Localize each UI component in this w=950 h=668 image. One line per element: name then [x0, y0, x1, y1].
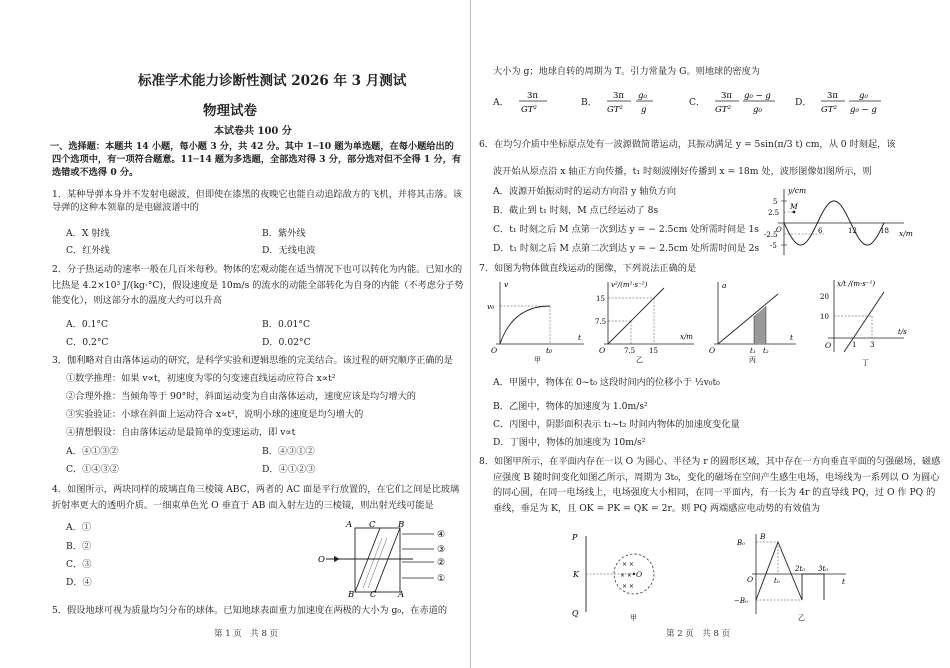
yi-xtick-7.5: 7.5	[624, 347, 636, 355]
svg-text:GT²: GT²	[715, 105, 731, 115]
graph-jia	[486, 278, 591, 366]
jia-v-label: v	[504, 280, 509, 289]
q5-option-a[interactable]: A．	[493, 97, 509, 108]
q1-option-a[interactable]: A．X 射线	[66, 228, 110, 239]
total-score: 本试卷共 100 分	[214, 126, 292, 137]
q5-options	[493, 87, 933, 119]
question-2-stem: 2．分子热运动的速率一般在几百米每秒。物体的宏观动能在适当情况下也可以转化为内能。已知水的比热是 4.2×10³ J/(kg·°C)，假设速度是 10m/s 的流水的动能全部转化为自身的内能（不考虑分子势能变化），则这部分水的温度大约可以升高	[52, 264, 464, 306]
jia-caption: 甲	[534, 356, 541, 364]
q7-option-d[interactable]: D．丁图中，物体的加速度为 10m/s²	[493, 437, 646, 448]
tick-x-18: 18	[880, 227, 889, 235]
ding-origin: O	[825, 341, 832, 350]
svg-text:g₀ − g: g₀ − g	[744, 91, 771, 101]
q3-item-4: ④猜想假设：自由落体运动是最简单的变速运动，即 v∝t	[66, 427, 296, 438]
yi8-2t0-label: 2t₀	[795, 565, 806, 573]
svg-text:3π: 3π	[827, 91, 838, 101]
q6-option-c[interactable]: C．t₁ 时刻之后 M 点第一次到达 y = − 2.5cm 处所需时间是 1s	[493, 224, 759, 235]
tick-y-5: 5	[773, 198, 778, 206]
q3-item-3: ③实验验证：小球在斜面上运动符合 x∝t²，说明小球的速度是均匀增大的	[66, 409, 364, 420]
question-8-stem: 8．如图甲所示，在平面内存在一以 O 为圆心、半径为 r 的圆形区域，其中存在一方向垂直平面的匀强磁场，磁感应强度 B 随时间变化如图乙所示，周期为 3t₀，变化的磁场在空间产生感生电场，电场线为一系列以 O 为圆心的同心圆，在同一电场线上，电场强度大小相同，在同一平面内，有一长为 4r 的直导线 PQ，过 O 作 PQ 的垂线，垂足为 K，且 OK = PK = QK = 2r。则 PQ 两端感应电动势的有效值为	[479, 456, 941, 514]
svg-text:g₀: g₀	[638, 91, 647, 101]
page-2-footer: 第 2 页 共 8 页	[666, 629, 731, 639]
yi-origin: O	[599, 346, 606, 355]
fig4-label-c2: C	[370, 590, 377, 598]
wave-figure	[764, 185, 914, 257]
q5-a-fraction	[517, 87, 557, 117]
q3-item-1: ①数学推理：如果 v∝t，初速度为零的匀变速直线运动应符合 x∝t²	[66, 373, 336, 384]
prism-figure	[318, 518, 458, 598]
q2-option-c[interactable]: C．0.2°C	[66, 337, 109, 348]
graph-bing	[704, 278, 804, 366]
question-5-stem: 5．假设地球可视为质量均匀分布的球体。已知地球表面重力加速度在两极的大小为 g₀，在赤道的	[52, 605, 448, 616]
bing-t1-label: t₁	[750, 347, 756, 355]
q4-option-c[interactable]: C．③	[66, 559, 92, 570]
yi8-t0-label: t₀	[774, 577, 780, 585]
ding-tick-10: 10	[820, 313, 829, 321]
question-7-stem: 7．如图为物体做直线运动的图像，下列说法正确的是	[479, 263, 697, 274]
question-5-continued: 大小为 g；地球自转的周期为 T。引力常量为 G。则地球的密度为	[493, 66, 760, 77]
page-2	[472, 0, 950, 668]
q6-option-a[interactable]: A．波源开始振动时的运动方向沿 y 轴负方向	[493, 186, 677, 197]
yi8-b0-label: B₀	[737, 539, 745, 547]
question-1-stem: 1．某种导弹本身并不发射电磁波，但即使在漆黑的夜晚它也能自动追踪敌方的飞机，并将其击落。该导弹的这种本领靠的是电磁波谱中的	[52, 189, 463, 213]
field-x-mark: × ×	[622, 561, 634, 568]
question-6-stem-line1: 6．在均匀介质中坐标原点处有一波源做简谐运动，其振动满足 y = 5sin(π/3 t) cm，从 0 时刻起，该	[479, 139, 896, 150]
ray-4-label: ④	[437, 530, 446, 540]
center-o-label: O	[636, 570, 643, 579]
graph-ding	[804, 276, 914, 368]
svg-text:3π: 3π	[721, 91, 732, 101]
svg-text:g: g	[641, 105, 647, 115]
point-k-label: K	[573, 570, 579, 579]
q3-option-b[interactable]: B．④③①②	[262, 446, 315, 457]
yi-xlabel: x/m	[680, 333, 693, 341]
field-figure-jia	[570, 530, 680, 622]
q1-option-c[interactable]: C．红外线	[66, 245, 110, 256]
q5-option-d[interactable]: D．	[795, 97, 812, 108]
svg-text:3π: 3π	[613, 91, 624, 101]
ding-xtick-3: 3	[870, 341, 875, 349]
exam-title: 标准学术能力诊断性测试 2026 年 3 月测试	[138, 73, 407, 89]
q5-option-b[interactable]: B．	[581, 97, 597, 108]
q7-option-a[interactable]: A．甲图中，物体在 0~t₀ 这段时间内的位移小于 ½v₀t₀	[493, 377, 720, 388]
yi-caption: 乙	[636, 356, 643, 364]
svg-text:g₀: g₀	[859, 91, 868, 101]
svg-text:GT²: GT²	[821, 105, 837, 115]
yi8-b-label: B	[760, 532, 766, 541]
jia-v0-label: v₀	[487, 302, 495, 311]
q3-item-2: ②合理外推：当倾角等于 90°时，斜面运动变为自由落体运动，速度应该是均匀增大的	[66, 391, 416, 402]
page-divider	[470, 0, 471, 668]
point-m-label: M	[790, 202, 798, 211]
wave-ylabel: y/cm	[788, 186, 807, 195]
fig4-label-a2: A	[398, 590, 405, 598]
jia-t-label: t	[578, 333, 582, 342]
bing-caption: 丙	[749, 356, 756, 364]
yi-ylabel: v²/(m²·s⁻²)	[611, 281, 648, 289]
q3-option-c[interactable]: C．①④③②	[66, 464, 119, 475]
q3-option-d[interactable]: D．④①②③	[262, 464, 316, 475]
svg-text:3π: 3π	[527, 91, 538, 101]
fig4-label-o: O	[318, 555, 325, 565]
graph-yi	[594, 278, 702, 366]
svg-text:g₀ − g: g₀ − g	[850, 105, 877, 115]
ding-xlabel: t/s	[898, 328, 907, 336]
question-6-stem-line2: 波开始从原点沿 x 轴正方向传播，t₁ 时刻波刚好传播到 x = 18m 处，波形图像如图所示，则	[493, 166, 872, 177]
fig4-label-b1: B	[398, 520, 405, 530]
q5-b-fraction	[605, 87, 663, 117]
fig4-label-a1: A	[346, 520, 353, 530]
q1-option-d[interactable]: D．无线电波	[262, 245, 316, 256]
q5-d-fraction	[819, 87, 889, 117]
ding-ylabel: x/t /(m·s⁻¹)	[837, 280, 876, 288]
wave-xlabel: x/m	[899, 229, 913, 238]
subject-title: 物理试卷	[203, 103, 257, 119]
fig4-label-b2: B	[348, 590, 355, 598]
ray-3-label: ③	[437, 545, 446, 555]
fig4-label-c1: C	[369, 520, 376, 530]
q2-option-d[interactable]: D．0.02°C	[262, 337, 311, 348]
svg-text:g₀: g₀	[753, 105, 762, 115]
svg-text:GT²: GT²	[607, 105, 623, 115]
field-x-mark: × ×	[620, 572, 632, 579]
q2-option-b[interactable]: B．0.01°C	[262, 319, 311, 330]
ding-xtick-1: 1	[852, 341, 857, 349]
page-1	[0, 0, 470, 668]
wave-origin: O	[776, 226, 782, 234]
yi-tick-7.5: 7.5	[595, 318, 607, 326]
point-p-label: P	[572, 533, 578, 542]
q2-option-a[interactable]: A．0.1°C	[66, 319, 109, 330]
tick-y-2.5: 2.5	[768, 209, 780, 217]
ray-2-label: ②	[437, 558, 446, 568]
tick-x-12: 12	[848, 227, 857, 235]
page-1-footer: 第 1 页 共 8 页	[214, 629, 279, 639]
svg-text:GT²: GT²	[521, 105, 537, 115]
q3-option-a[interactable]: A．④①③②	[66, 446, 119, 457]
bing-t2-label: t₂	[763, 347, 769, 355]
yi8-t-label: t	[842, 577, 846, 586]
q4-option-b[interactable]: B．②	[66, 541, 92, 552]
yi-tick-15: 15	[596, 295, 605, 303]
yi8-origin: O	[747, 575, 754, 584]
ray-1-label: ①	[437, 574, 446, 584]
jia-t0-label: t₀	[546, 346, 553, 355]
section-instructions: 一、选择题：本题共 14 小题，每小题 3 分，共 42 分。其中 1─10 题为单选题，在每小题给出的四个选项中，有一项符合题意。11─14 题为多选题，全部选对得 3 分，部分选对但不全得 1 分，有选错或不选得 0 分。	[50, 141, 462, 178]
yi-xtick-15: 15	[649, 347, 658, 355]
q4-option-d[interactable]: D．④	[66, 577, 92, 588]
point-q-label: Q	[572, 609, 579, 618]
field-figure-yi	[734, 530, 854, 622]
q7-option-b[interactable]: B．乙图中，物体的加速度为 1.0m/s²	[493, 401, 648, 412]
bing-a-label: a	[722, 281, 727, 290]
tick-y-neg-5: -5	[770, 242, 777, 250]
ding-tick-20: 20	[820, 293, 829, 301]
q7-option-c[interactable]: C．丙图中，阴影面积表示 t₁~t₂ 时间内物体的加速度变化量	[493, 419, 740, 430]
bing-t-label: t	[790, 333, 794, 342]
q4-option-a[interactable]: A．①	[66, 522, 92, 533]
question-4-stem: 4．如图所示，两块同样的玻璃直角三棱镜 ABC，两者的 AC 面是平行放置的，在它们之间是比玻璃折射率更大的透明介质。一细束单色光 O 垂直于 AB 面入射左边的三棱镜，则出射光线可能是	[52, 484, 460, 511]
yi8-3t0-label: 3t₀	[818, 565, 829, 573]
question-3-stem: 3．伽利略对自由落体运动的研究，是科学实验和逻辑思维的完美结合。该过程的研究顺序正确的是	[52, 355, 453, 366]
jia-origin: O	[491, 346, 498, 355]
bing-origin: O	[709, 346, 716, 355]
q6-option-b[interactable]: B．截止到 t₁ 时刻，M 点已经运动了 8s	[493, 205, 659, 216]
q6-option-d[interactable]: D．t₁ 时刻之后 M 点第二次到达 y = − 2.5cm 处所需时间是 2s	[493, 243, 760, 254]
yi8-neg-b0-label: −B₀	[734, 597, 748, 605]
field-x-mark: × ×	[622, 583, 634, 590]
q5-c-fraction	[713, 87, 783, 117]
field-jia-caption: 甲	[630, 614, 637, 622]
q1-option-b[interactable]: B．紫外线	[262, 228, 306, 239]
q5-option-c[interactable]: C．	[689, 97, 706, 108]
tick-x-6: 6	[818, 227, 823, 235]
ding-caption: 丁	[862, 359, 869, 367]
field-yi-caption: 乙	[798, 614, 805, 622]
tick-y-neg-2.5: -2.5	[764, 231, 778, 239]
